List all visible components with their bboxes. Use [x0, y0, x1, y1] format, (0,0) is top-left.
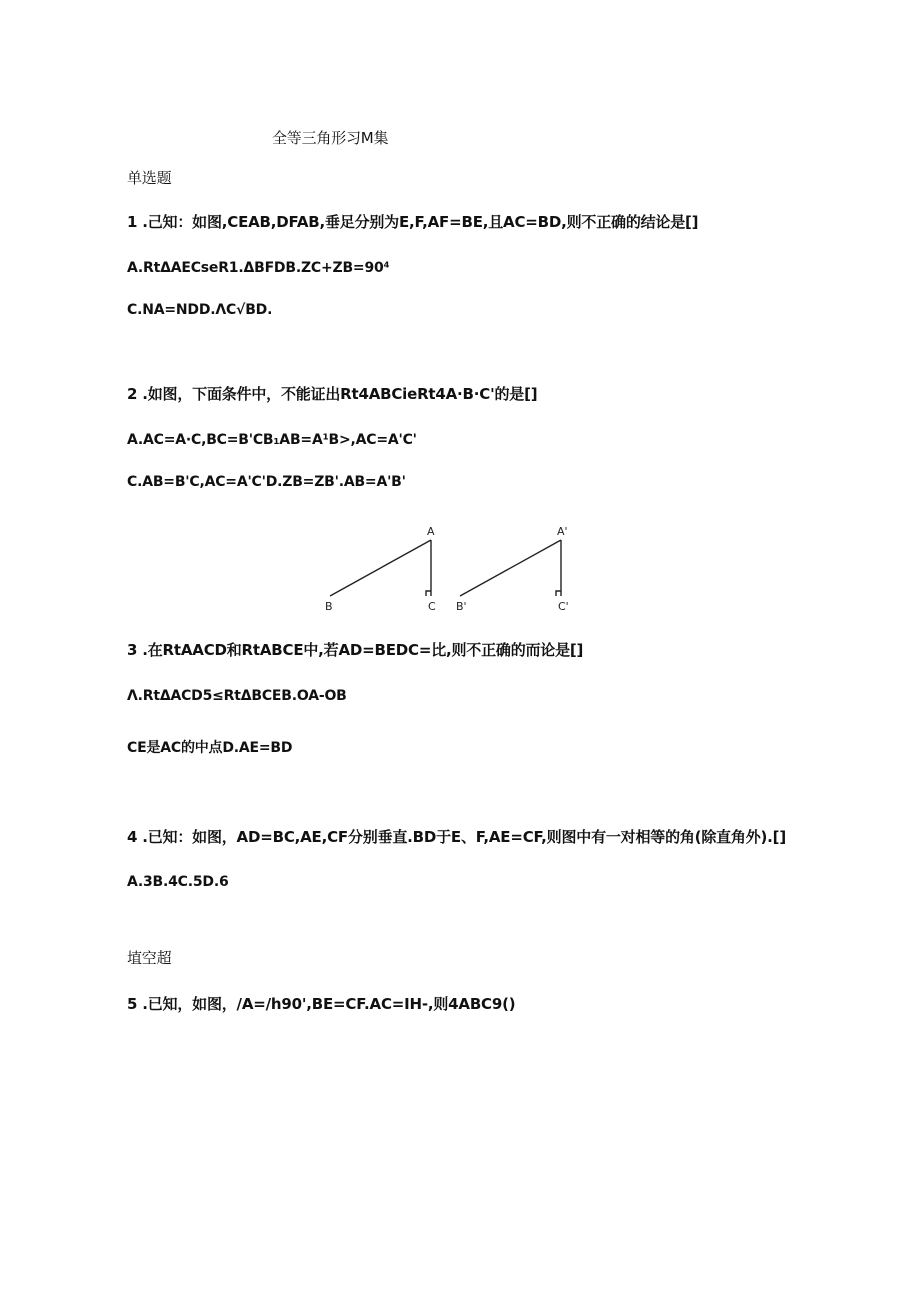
label-A: A: [427, 525, 435, 538]
question-2-options-ab: A.AC=A·C,BC=B'CB₁AB=A¹B>,AC=A'C': [127, 432, 417, 448]
label-C: C: [428, 600, 436, 613]
triangle-1-hypotenuse: [330, 540, 431, 596]
label-A-prime: A': [557, 525, 568, 538]
triangles-figure: [318, 520, 588, 615]
document-title: 全等三角形习M集: [272, 129, 389, 147]
label-B: B: [325, 600, 333, 613]
question-4-options: A.3B.4C.5D.6: [127, 874, 229, 890]
question-1-options-ab: A.RtΔAECseR1.ΔBFDB.ZC+ZB=90⁴: [127, 260, 390, 276]
question-2-options-cd: C.AB=B'C,AC=A'C'D.ZB=ZB'.AB=A'B': [127, 474, 406, 490]
triangle-1-right-angle-mark: [426, 591, 431, 596]
question-3-options-ab: Λ.RtΔACD5≤RtΔBCEB.OA-OB: [127, 688, 347, 704]
label-B-prime: B': [456, 600, 467, 613]
triangle-2-right-angle-mark: [556, 591, 561, 596]
triangle-2-hypotenuse: [460, 540, 561, 596]
question-2-stem: 2 .如图，下面条件中，不能证出Rt4ABCieRt4A·B·C'的是[]: [127, 385, 538, 403]
section-heading-single-choice: 单选题: [127, 169, 172, 187]
question-1-stem: 1 .己知：如图,CEAB,DFAB,垂足分别为E,F,AF=BE,且AC=BD,则不正确的结论是[]: [127, 213, 699, 231]
question-1-options-cd: C.NA=NDD.ΛC√BD.: [127, 302, 273, 318]
question-4-stem: 4 .已知：如图，AD=BC,AE,CF分别垂直.BD于E、F,AE=CF,则图中有一对相等的角(除直角外).[]: [127, 828, 786, 846]
question-3-stem: 3 .在RtAACD和RtABCE中,若AD=BEDC=比,则不正确的而论是[]: [127, 641, 584, 659]
section-heading-fill-blank: 埴空超: [127, 949, 172, 967]
question-5-stem: 5 .已知，如图，/A=/h90',BE=CF.AC=IH-,则4ABC9(): [127, 995, 516, 1013]
question-3-options-cd: CE是AC的中点D.AE=BD: [127, 740, 293, 756]
label-C-prime: C': [558, 600, 569, 613]
